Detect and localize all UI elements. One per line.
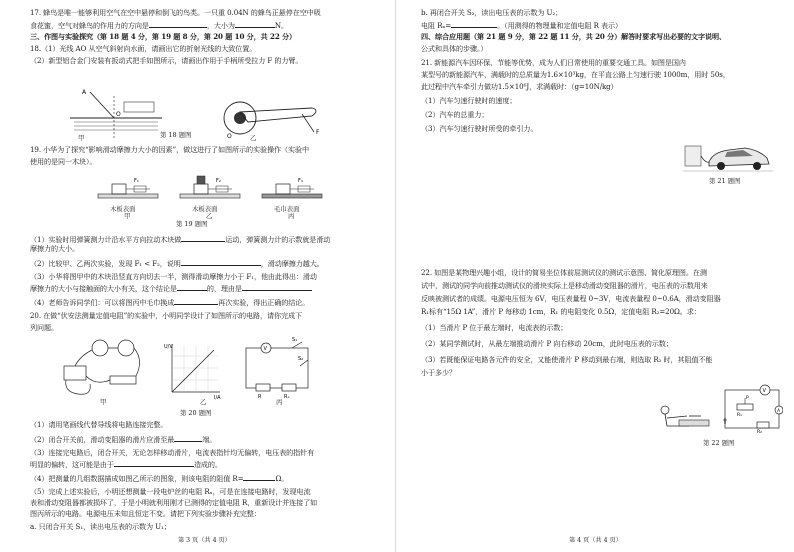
figure-20-drawing	[60, 336, 320, 400]
setup-bing	[262, 178, 322, 198]
q19-blank-2[interactable]	[181, 258, 261, 266]
q19-a1-tail: 运动，弹簧测力计的示数就是滑动	[225, 235, 331, 244]
q22-a3b: 小于多少？	[421, 368, 456, 377]
q19-a4-tail: 再次实验，得出正确的结论。	[218, 298, 310, 307]
q20-r-tail: 。（用测得的物理量和定值电阻 R 表示）	[497, 21, 623, 30]
section4-line2: 公式和具体的步骤。）	[421, 44, 488, 53]
q20-blank-1[interactable]	[174, 434, 202, 442]
q17-unit: N。	[274, 21, 288, 30]
q20-a2-tail: 端。	[202, 435, 217, 444]
fig19-bing: 丙	[288, 212, 295, 220]
q19-line1: 19. 小华为了探究“影响滑动摩擦力大小的因素”，做这进行了如图所示的实验操作（实验中	[30, 145, 309, 154]
figure-18	[62, 82, 352, 140]
q19-a3b-tail: 的，理由是	[206, 284, 242, 293]
fig18-label-yi: 乙	[250, 134, 257, 142]
svg-text:F₂: F₂	[216, 178, 221, 184]
q21-line1: 21. 新能源汽车因环保、节能等优势，成为人们日常使用的重要交通工具。如图是国内	[421, 58, 686, 67]
section3-title: 三、作图与实验探究（第 18 题 4 分，第 19 题 8 分，第 20 题 10 分，共 22 分）	[30, 32, 297, 41]
page-3-footer: 第 3 页（共 4 页）	[178, 537, 231, 544]
handle-pivot	[234, 112, 246, 124]
q20-a3b-tail: 造成的。	[193, 460, 222, 469]
q22-a2: （2）某同学测试时，从最左端推动滑片 P 向右移动 20cm，此时电压表的示数；	[421, 339, 673, 348]
svg-text:P: P	[746, 396, 749, 401]
circuit-jia	[64, 340, 140, 394]
svg-text:F₃: F₃	[298, 178, 303, 184]
q18-line1: 18.（1）光线 AO 从空气斜射向水面，请画出它的折射光线的大致位置。	[30, 44, 257, 53]
charging-station	[685, 146, 701, 166]
q19-blank-5[interactable]	[174, 297, 218, 305]
car-wheel-rear	[753, 162, 761, 170]
q17-line1: 17. 蜂鸟是唯一能够利用空气在空中悬停和倒飞的鸟类。一只重 0.04N 的蜂鸟正悬停在空中吸	[30, 8, 321, 17]
q22-line2: 试中，测试的同学向前推动测试仪的滑块实际上是移动滑动变阻器的滑片，电压表的示数用来	[421, 281, 708, 290]
setup-yi	[180, 176, 240, 198]
air-label-box	[124, 102, 154, 112]
q22-a3: （3）若既能保证电路各元件的安全，又能使滑片 P 移动到最右端，则选取 R₂ 时，其阻值不能	[421, 355, 713, 364]
figure-21-car-drawing	[683, 136, 773, 172]
fig19-caption: 第 19 题图	[176, 220, 208, 228]
figure-19-drawing	[94, 170, 334, 206]
incident-ray-ao	[90, 92, 114, 118]
q18-line2: （2）新型铝合金门安装有扳动式把手如图所示，请画出作用于手柄所受拉力 F 的力臂。	[30, 56, 303, 65]
q20-a3b-text: 明显的偏转，这可能是由于	[30, 460, 114, 469]
q19-a1b: 摩擦力的大小。	[30, 244, 79, 253]
q20-blank-3[interactable]	[243, 473, 275, 481]
handle-lever	[240, 108, 316, 122]
q20-blank-2[interactable]	[114, 459, 194, 467]
circuit-bing	[246, 337, 308, 400]
q17-line2-tail: ，大小为	[206, 21, 235, 30]
fig21-caption: 第 21 题图	[709, 177, 741, 185]
svg-text:R₁: R₁	[737, 413, 742, 418]
q21-a1: （1）汽车匀速行驶时的速度；	[421, 96, 517, 105]
svg-text:Rₓ: Rₓ	[284, 394, 290, 400]
q19-a1-text: （1）实验时用弹簧测力计沿水平方向拉动木块做	[30, 235, 182, 244]
fig19-sub2: 木板表面	[192, 205, 218, 213]
q19-a3: （3）小华将图甲中的木块沿竖直方向切去一半，测得滑动摩擦力小于 F₁，他由此得出：滑动	[30, 272, 317, 281]
q20-blank-rx[interactable]	[451, 20, 497, 28]
svg-text:F₁: F₁	[134, 178, 139, 184]
q19-a2-text: （2）比较甲、乙两次实验，发现 F₁ < F₂，说明	[30, 259, 181, 268]
q22-a1: （1）当滑片 P 位于最左端时，电流表的示数；	[421, 323, 568, 332]
q20-a4-text: （4）把测量的几组数据描成如图乙所示的图象，则该电阻的阻值 R=	[30, 474, 244, 483]
q20-a1: （1）请用笔画线代替导线将电路连接完整。	[30, 420, 168, 429]
fig20-caption: 第 20 题图	[180, 409, 212, 417]
graph-yi	[164, 344, 221, 400]
fig22-caption: 第 22 题图	[703, 439, 735, 447]
q17-line2	[30, 20, 288, 31]
q22-line4: R₁标有“15Ω 1A”，滑片 P 每移动 1cm，R₁ 的电阻变化 0.5Ω，定值电阻 R₂=20Ω。求：	[421, 307, 701, 316]
q17-line2-text: 食花蜜，空气对蜂鸟的作用力的方向是	[30, 21, 149, 30]
point-o-label: O	[116, 111, 121, 118]
section4-title: 四、综合应用题（第 21 题 9 分，第 22 题 11 分，共 20 分）解答时要求写出必要的文字说明、	[421, 32, 727, 41]
page-4-footer: 第 4 页（共 4 页）	[569, 537, 622, 544]
figure-22	[653, 384, 783, 434]
fig20-jia: 甲	[100, 398, 107, 406]
q20-r-line	[421, 20, 622, 31]
q19-a2	[30, 258, 324, 269]
q20-a5c: 图丙所示的电路。电源电压未知且恒定不变。请把下列实验步骤补充完整：	[30, 509, 261, 518]
q19-a3b	[30, 283, 312, 294]
figure-19	[94, 170, 334, 206]
car-wheel-front	[717, 162, 725, 170]
sit-and-reach-person	[661, 406, 709, 426]
svg-text:V: V	[263, 346, 267, 352]
q20-a4	[30, 473, 288, 484]
q20-a3: （3）连接完电路后，闭合开关，无论怎样移动滑片，电流表指针均无偏转，电压表的指针有	[30, 448, 315, 457]
figure-21	[683, 136, 773, 172]
force-f-label: F	[316, 129, 320, 136]
q19-line2: 使用的是同一木块）。	[30, 157, 97, 166]
fig18-caption: 第 18 题图	[160, 131, 192, 139]
svg-text:U/V: U/V	[164, 344, 173, 350]
q20-line2: 列问题。	[30, 323, 58, 332]
svg-text:S₂: S₂	[298, 356, 304, 362]
figure-20	[60, 336, 320, 400]
point-label-o2: O	[227, 133, 232, 140]
q17-blank-direction[interactable]	[149, 20, 207, 28]
q21-line2: 某型号的新能源汽车，满载时的总质量为1.6×10³kg，在平直公路上匀速行驶 1000m，用时 50s，	[421, 70, 730, 79]
q20-a3b	[30, 459, 222, 470]
svg-text:S₁: S₁	[292, 337, 298, 343]
svg-text:V: V	[762, 388, 766, 394]
figure-22-drawing	[653, 384, 783, 434]
q19-a2-tail: ，滑动摩擦力越大。	[260, 259, 324, 268]
q20-a5b: 表和滑动变阻器都被损坏了，于是小明就利用刚才已测得的定值电阻 R，重新设计并连接了如	[30, 498, 318, 507]
fig19-jia: 甲	[124, 212, 131, 220]
q21-line3: 此过程中汽车牵引力做功1.5×10⁶J，求满载时：（g=10N/kg）	[421, 82, 618, 91]
q21-a2: （2）汽车的总重力；	[421, 110, 489, 119]
q20-a2-text: （2）闭合开关前，滑动变阻器的滑片应滑至最	[30, 435, 175, 444]
q20-a6: a. 只闭合开关 S₁，读出电压表的示数为 U₁；	[30, 522, 171, 531]
q22-line1: 22. 如图是某物理兴趣小组，设计的简易坐位体前屈测试仪的测试示意图、简化原理图。在测	[421, 268, 707, 277]
q19-a3b-text: 摩擦力的大小与接触面的大小有关，这个结论是	[30, 284, 177, 293]
q17-blank-magnitude[interactable]	[235, 20, 275, 28]
q22-line3: 反映被测试者的成绩。电源电压恒为 6V，电压表量程 0~3V，电流表量程 0~0.6A，滑动变阻器	[421, 294, 721, 303]
fig19-sub3: 毛巾表面	[274, 205, 300, 213]
svg-text:A: A	[777, 409, 781, 414]
fig19-yi: 乙	[206, 212, 213, 220]
fig20-yi: 乙	[200, 398, 207, 406]
figure-18-drawing	[62, 82, 352, 140]
q20-r-text: 电阻 Rₓ=	[421, 21, 452, 30]
setup-jia	[98, 178, 158, 198]
q20-a2	[30, 434, 216, 445]
q19-a4-text: （4）老师告诉同学们：可以将图丙中毛巾换成	[30, 298, 175, 307]
q20-line1: 20. 在做“伏安法测量定值电阻”的实验中，小明同学设计了如图所示的电路，请你完成下	[30, 311, 302, 320]
svg-text:I/A: I/A	[214, 395, 221, 400]
q19-a4	[30, 297, 309, 308]
q19-blank-1[interactable]	[181, 234, 225, 242]
q20-a4-tail: Ω。	[275, 474, 289, 483]
q21-a3: （3）汽车匀速行驶时所受的牵引力。	[421, 124, 538, 133]
fig20-bing: 丙	[276, 398, 283, 406]
q19-blank-4[interactable]	[242, 283, 312, 291]
fig18-label-jia: 甲	[78, 134, 85, 142]
svg-text:R₂: R₂	[757, 430, 762, 434]
q20-b-line: b. 再闭合开关 S₂，读出电压表的示数为 U₂；	[421, 8, 563, 17]
circuit-diagram	[723, 385, 783, 434]
svg-text:R: R	[258, 394, 262, 400]
point-a-label: A	[82, 89, 87, 96]
fig19-sub1: 木板表面	[110, 205, 136, 213]
water-hatch	[74, 122, 158, 130]
page-divider	[395, 0, 396, 552]
exam-page-4	[397, 0, 794, 552]
q19-blank-3[interactable]	[177, 283, 207, 291]
q20-a5: （5）完成上述实验后，小明还想测量一段电炉丝的电阻 Rₓ，可是在连接电路时，发现电流	[30, 487, 311, 496]
